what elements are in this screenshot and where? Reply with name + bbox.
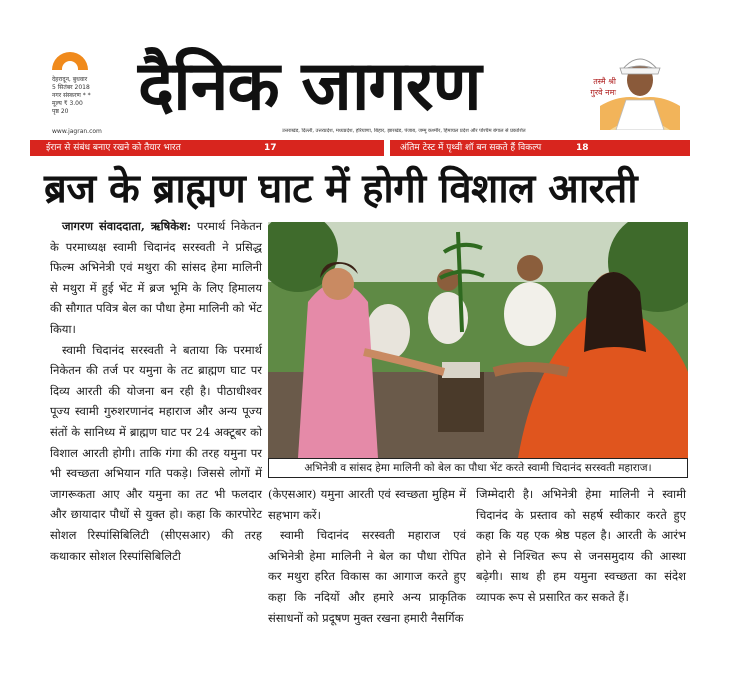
teaser-divider (384, 140, 390, 156)
dateline-pages: पृष्ठ 20 (52, 108, 69, 115)
masthead (0, 0, 730, 140)
dateline (52, 76, 132, 116)
byline: जागरण संवाददाता, ऋषिकेश: (62, 219, 192, 233)
paragraph-3: (केएसआर) यमुना आरती एवं स्वच्छता मुहिम में सहभाग करें। (268, 487, 466, 522)
article-column-3 (476, 484, 686, 654)
paragraph-1: परमार्थ निकेतन के परमाध्यक्ष स्वामी चिदानंद सरस्वती ने प्रसिद्ध फिल्म अभिनेत्री एवं मथुरा की सांसद हेमा मालिनी से मथुरा में हुई भेंट में ब्रज भूमि के लिए हिमालय की सौगात पवित्र बेल का पौधा हेमा मालिनी को भेंट किया। (50, 219, 263, 336)
teaser-left-page: 17 (264, 143, 277, 153)
teacher-portrait-icon (600, 44, 680, 130)
teaser-right[interactable]: अंतिम टेस्ट में पृथ्वी शॉ बन सकते हैं विकल्प (400, 143, 542, 153)
publication-regions: उत्तराखंड, दिल्ली, उत्तरप्रदेश, मध्यप्रदेश, हरियाणा, बिहार, झारखंड, पंजाब, जम्मू कश्मीर, हिमाचल प्रदेश और पश्चिम बंगाल से प्रकाशित (282, 128, 526, 134)
news-photo (268, 222, 688, 458)
dateline-city-day: देहरादून, बुधवार (52, 76, 88, 83)
newspaper-brand: दैनिक जागरण (138, 47, 481, 126)
article-headline: ब्रज के ब्राह्मण घाट में होगी विशाल आरती (44, 166, 638, 212)
teaser-right-page: 18 (576, 143, 589, 153)
dateline-date: 5 सितंबर 2018 (52, 84, 90, 91)
paragraph-2: स्वामी चिदानंद सरस्वती ने बताया कि परमार्थ निकेतन की तर्ज पर यमुना के तट ब्राह्मण घाट पर दिव्य आरती की योजना बन रही है। पीठाधीश्वर पूज्य स्वामी गुरुशरणानंद महाराज और अन्य पूज्य संतों के सानिध्य में ब्राह्मण घाट पर 24 अक्टूबर को विशाल आरती होगी। ताकि गंगा की तरह यमुना पर भी स्वच्छता अभियान गति पकड़े। जिससे लोगों में जागरूकता आए और यमुना का तट भी फलदार और छायादार पौधों से युक्त हो। कहा कि कारपोरेट सोशल रिस्पांसिबिलिटी (सीएसआर) की तरह कथाकार सोशल रिस्पांसिबिलिटी (50, 342, 262, 563)
dateline-edition: नगर संस्करण * * (52, 92, 91, 99)
dateline-price: मूल्य ₹ 3.00 (52, 100, 83, 107)
article-column-1 (50, 216, 262, 656)
article-column-2 (268, 484, 466, 654)
paragraph-5: जिम्मेदारी है। अभिनेत्री हेमा मालिनी ने स्वामी चिदानंद के प्रस्ताव को सहर्ष स्वीकार करते हुए कहा कि यह एक श्रेष्ठ पहल है। आरती के आरंभ होने से निश्चित रूप से जनसमुदाय की आस्था बढ़ेगी। साथ ही हम यमुना स्वच्छता का संदेश व्यापक रूप से प्रसारित कर सकते हैं। (476, 487, 686, 604)
motto-line-1: तस्मै श्री (593, 77, 616, 86)
photo-caption: अभिनेत्री व सांसद हेमा मालिनी को बेल का पौधा भेंट करते स्वामी चिदानंद सरस्वती महाराज। (268, 458, 688, 478)
motto-line-2: गुरवे नमः (590, 88, 616, 97)
teaser-bar (30, 140, 690, 156)
teaser-left[interactable]: ईरान से संबंध बनाए रखने को तैयार भारत (46, 143, 181, 153)
paragraph-4: स्वामी चिदानंद सरस्वती महाराज एवं अभिनेत्री हेमा मालिनी ने बेल का पौधा रोपित कर मथुरा हरित विकास का आगाज करते हुए कहा कि नदियों और हमारे अन्य प्राकृतिक संसाधनों को प्रदूषण मुक्त रखना हमारी नैसर्गिक (268, 528, 466, 625)
sun-logo-icon (52, 52, 88, 70)
website: www.jagran.com (52, 128, 102, 135)
